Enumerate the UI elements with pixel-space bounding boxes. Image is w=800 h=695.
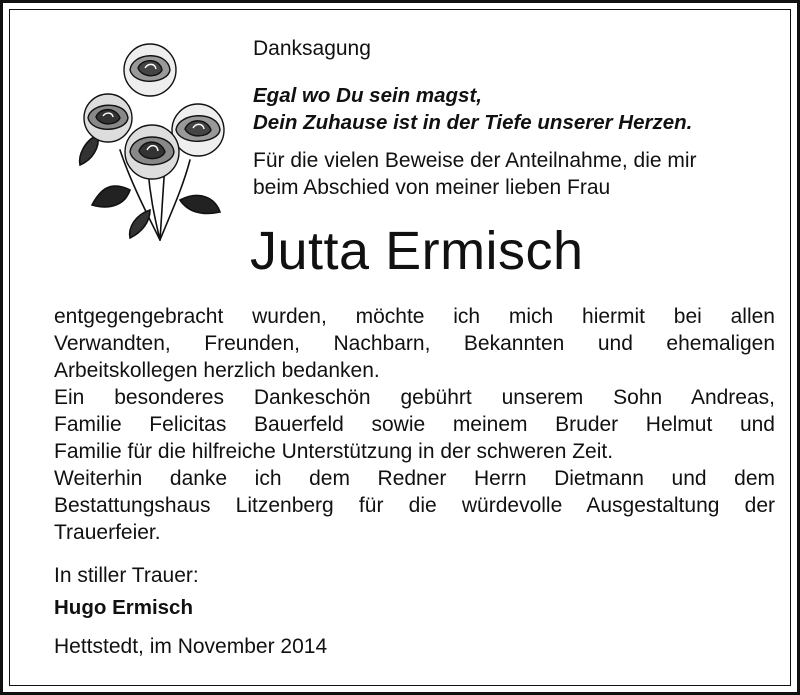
intro-text — [253, 147, 697, 201]
motto-line: Dein Zuhause ist in der Tiefe unserer Herzen. — [253, 111, 693, 134]
body-line: Bestattungshaus Litzenberg für die würdevolle Ausgestaltung der — [54, 494, 775, 517]
signer-name: Hugo Ermisch — [54, 596, 193, 619]
body-line: Arbeitskollegen herzlich bedanken. — [54, 359, 380, 382]
motto — [253, 82, 692, 136]
body-line: entgegengebracht wurden, möchte ich mich hiermit bei allen — [54, 305, 775, 328]
body-line: Verwandten, Freunden, Nachbarn, Bekannten und ehemaligen — [54, 332, 775, 355]
thanks-body — [54, 303, 775, 546]
body-line: Trauerfeier. — [54, 521, 161, 544]
intro-line: Für die vielen Beweise der Anteilnahme, die mir — [253, 149, 697, 172]
place-date: Hettstedt, im November 2014 — [54, 635, 328, 658]
body-line: Ein besonderes Dankeschön gebührt unserem Sohn Andreas, — [54, 386, 775, 409]
roses-icon — [70, 40, 240, 245]
deceased-name: Jutta Ermisch — [250, 221, 584, 281]
body-line: Familie Felicitas Bauerfeld sowie meinem Bruder Helmut und — [54, 413, 775, 436]
notice-heading: Danksagung — [253, 37, 371, 60]
closing-phrase: In stiller Trauer: — [54, 564, 199, 587]
motto-line: Egal wo Du sein magst, — [253, 84, 482, 107]
intro-line: beim Abschied von meiner lieben Frau — [253, 176, 611, 199]
body-line: Familie für die hilfreiche Unterstützung in der schweren Zeit. — [54, 440, 614, 463]
body-line: Weiterhin danke ich dem Redner Herrn Dietmann und dem — [54, 467, 775, 490]
